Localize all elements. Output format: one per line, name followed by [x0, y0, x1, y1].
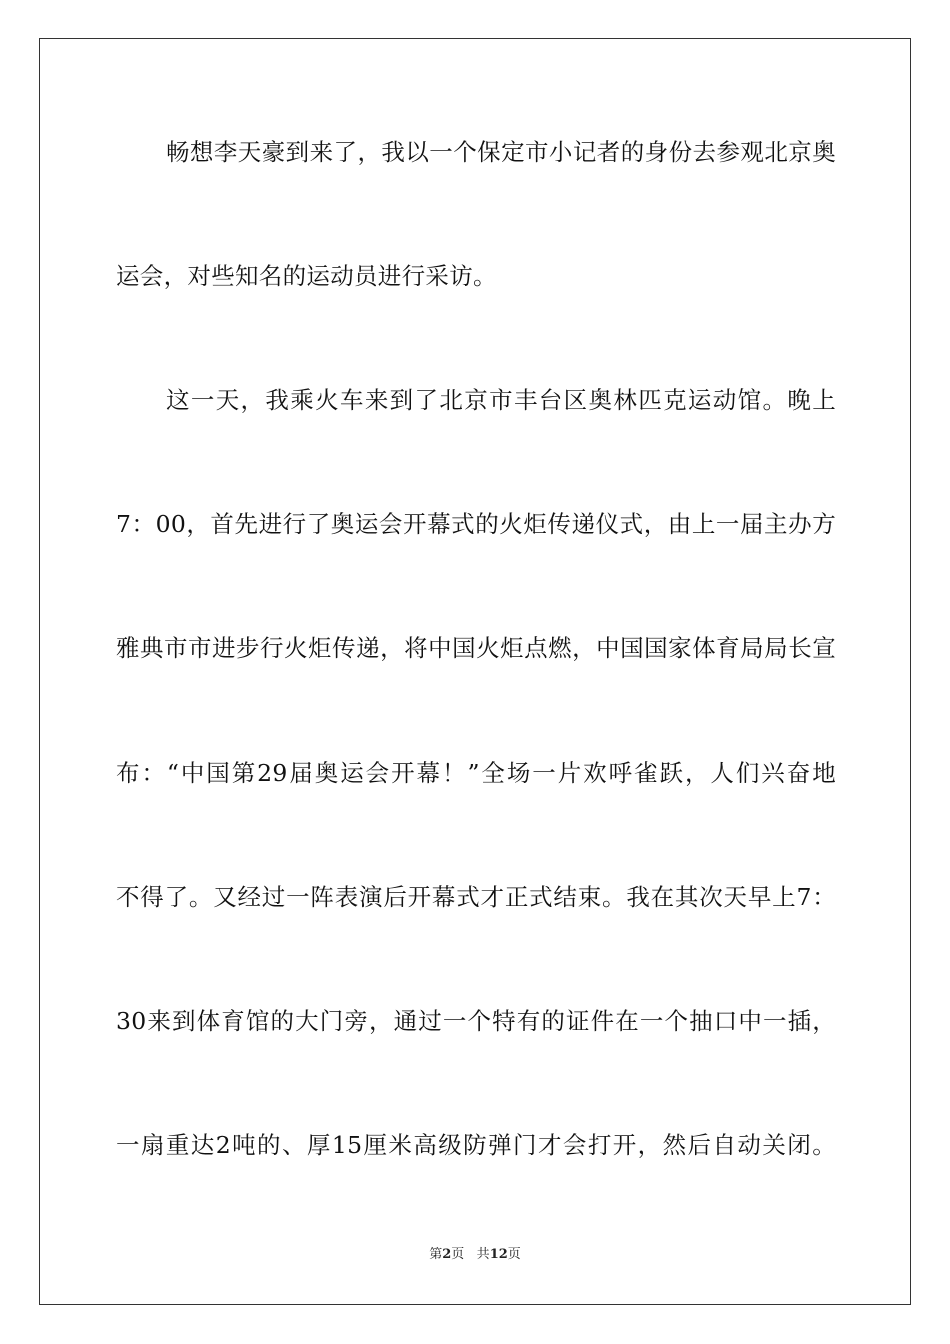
page-suffix: 页 — [451, 1247, 465, 1262]
page-number: 2 — [442, 1247, 452, 1262]
paragraph-2-line-4: 布：“中国第29届奥运会开幕！”全场一片欢呼雀跃，人们兴奋地 — [116, 759, 836, 787]
total-suffix: 页 — [507, 1247, 521, 1262]
total-prefix: 共 — [476, 1247, 490, 1262]
paragraph-2-line-2: 7：00，首先进行了奥运会开幕式的火炬传递仪式，由上一届主办方 — [116, 510, 836, 538]
total-pages: 12 — [489, 1247, 508, 1262]
page-border — [39, 38, 911, 1305]
paragraph-2-line-3: 雅典市市进步行火炬传递，将中国火炬点燃，中国国家体育局局长宣 — [116, 634, 836, 662]
page-footer — [0, 1246, 950, 1264]
paragraph-1-line-2: 运会，对些知名的运动员进行采访。 — [116, 262, 497, 290]
paragraph-2-line-6: 30来到体育馆的大门旁，通过一个特有的证件在一个抽口中一插， — [116, 1007, 836, 1035]
paragraph-2-line-7: 一扇重达2吨的、厚15厘米高级防弹门才会打开，然后自动关闭。 — [116, 1131, 836, 1159]
paragraph-1-line-1: 畅想李天豪到来了，我以一个保定市小记者的身份去参观北京奥 — [166, 138, 836, 166]
page-prefix: 第 — [429, 1247, 443, 1262]
paragraph-2-line-5: 不得了。又经过一阵表演后开幕式才正式结束。我在其次天早上7： — [116, 883, 836, 911]
paragraph-2-line-1: 这一天，我乘火车来到了北京市丰台区奥林匹克运动馆。晚上 — [166, 386, 836, 414]
